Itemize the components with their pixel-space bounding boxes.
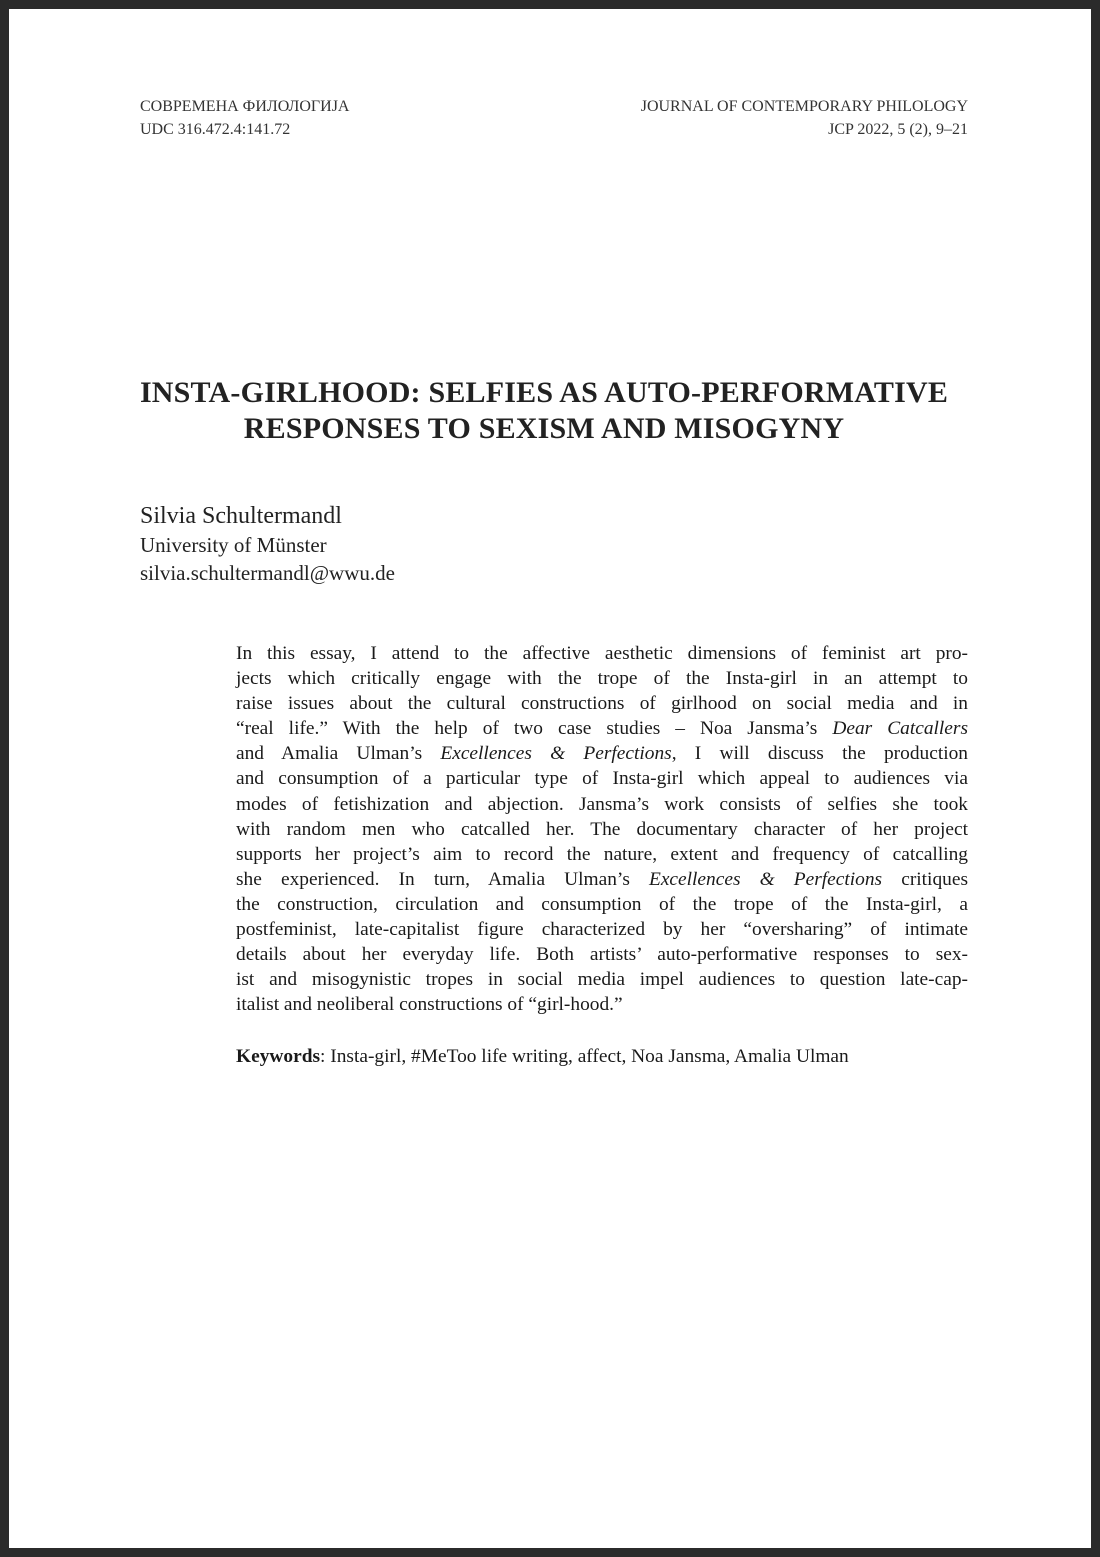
keywords-label: Keywords [236, 1046, 321, 1067]
udc-code: UDC 316.472.4:141.72 [140, 121, 291, 138]
author-name: Silvia Schultermandl [140, 503, 342, 529]
abstract-line: italist and neoliberal constructions of “girl-hood.” [236, 994, 623, 1016]
abstract-line: the construction, circulation and consumption of the trope of the Insta-girl, a [236, 893, 968, 915]
work-title-excellences-perfections: Excellences & Perfections [648, 868, 883, 890]
keywords-list: : Insta-girl, #MeToo life writing, affect, Noa Jansma, Amalia Ulman [320, 1046, 849, 1067]
article-title [129, 375, 959, 447]
abstract-line: ist and misogynistic tropes in social media impel audiences to question late-cap- [236, 969, 968, 991]
journal-name-english: JOURNAL OF CONTEMPORARY PHILOLOGY [640, 98, 968, 115]
abstract-line: In this essay, I attend to the affective aesthetic dimensions of feminist art pro- [236, 643, 968, 664]
abstract-line [236, 867, 968, 892]
abstract-line: supports her project’s aim to record the nature, extent and frequency of catcalling [236, 843, 968, 865]
work-title-excellences-perfections: Excellences & Perfections [440, 743, 672, 765]
document-page [9, 9, 1091, 1548]
author-block [140, 501, 395, 587]
abstract-text: critiques [882, 868, 968, 890]
author-email[interactable]: silvia.schultermandl@wwu.de [140, 561, 395, 585]
title-line: RESPONSES TO SEXISM AND MISOGYNY [243, 412, 845, 445]
author-affiliation: University of Münster [140, 533, 327, 557]
abstract-line: jects which critically engage with the trope of the Insta-girl in an attempt to [236, 668, 968, 690]
journal-header-right [641, 95, 968, 141]
abstract-line: modes of fetishization and abjection. Jansma’s work consists of selfies she took [236, 793, 968, 815]
work-title-dear-catcallers: Dear Catcallers [832, 718, 968, 740]
abstract-text: and Amalia Ulman’s [236, 743, 441, 765]
abstract-text: “real life.” With the help of two case studies – Noa Jansma’s [236, 718, 833, 740]
abstract-line: postfeminist, late-capitalist figure characterized by her “oversharing” of intimate [236, 919, 968, 941]
journal-name-cyrillic: СОВРЕМЕНА ФИЛОЛОГИЈА [140, 98, 350, 115]
journal-header-left [140, 95, 349, 141]
abstract-line [236, 716, 968, 741]
abstract-line: details about her everyday life. Both artists’ auto-performative responses to sex- [236, 944, 968, 966]
abstract-text: , I will discuss the production [671, 743, 968, 765]
title-line: INSTA-GIRLHOOD: SELFIES AS AUTO-PERFORMATIVE [139, 376, 949, 409]
abstract-line: raise issues about the cultural constructions of girlhood on social media and in [236, 693, 968, 715]
citation-info: JCP 2022, 5 (2), 9–21 [828, 121, 968, 138]
abstract [236, 641, 968, 1017]
keywords [236, 1044, 976, 1069]
abstract-line [236, 741, 968, 766]
abstract-line: and consumption of a particular type of Insta-girl which appeal to audiences via [236, 768, 968, 790]
abstract-text: she experienced. In turn, Amalia Ulman’s [236, 868, 649, 890]
abstract-line: with random men who catcalled her. The documentary character of her project [236, 818, 968, 840]
